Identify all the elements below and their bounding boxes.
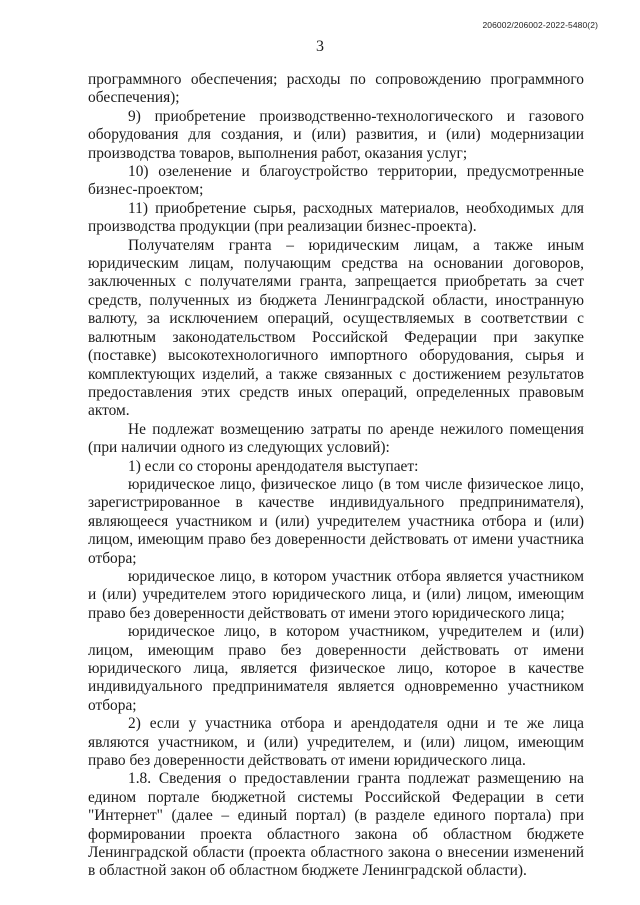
paragraph-10: юридическое лицо, в котором участником, учредителем и (или) лицом, имеющим право без доверенности действовать от имени юридического лица, является физическое лицо, которое в качестве индивидуального предпринимателя является одновременно участником отбора; (88, 623, 584, 714)
paragraph-11: 2) если у участника отбора и арендодателя одни и те же лица являются участником, и (или) учредителем, и (или) лицом, имеющим право без доверенности действовать от имени юридического лица. (88, 715, 584, 770)
paragraph-7: 1) если со стороны арендодателя выступает: (128, 457, 419, 475)
paragraph-9: юридическое лицо, в котором участник отбора является участником и (или) учредителем этого юридического лица, и (или) лицом, имеющим право без доверенности действовать от имени этого юридического лица; (88, 567, 584, 622)
paragraph-12: 1.8. Сведения о предоставлении гранта подлежат размещению на едином портале бюджетной системы Российской Федерации в сети "Интернет" (далее – единый портал) (в разделе единого портала) при формировании проекта областного закона об областном бюджете Ленинградской области (проекта областного закона о внесении изменений в областной закон об областном бюджете Ленинградской области). (88, 770, 584, 880)
paragraph-3: 10) озеленение и благоустройство территории, предусмотренные бизнес-проектом; (88, 163, 584, 199)
paragraph-4: 11) приобретение сырья, расходных материалов, необходимых для производства продукции (при реализации бизнес-проекта). (88, 199, 584, 236)
paragraph-5: Получателям гранта – юридическим лицам, а также иным юридическим лицам, получающим средства на основании договоров, заключенных с получателями гранта, запрещается приобретать за счет средств, полученных из бюджета Ленинградской области, иностранную валюту, за исключением операций, осуществляемых в соответствии с валютным законодательством Российской Федерации при закупке (поставке) высокотехнологичного импортного оборудования, сырья и комплектующих изделий, а также связанных с достижением результатов предоставления этих средств иных операций, определенных правовым актом. (88, 236, 584, 420)
paragraph-1: программного обеспечения; расходы по сопровождению программного обеспечения); (88, 71, 584, 107)
page-number: 3 (316, 38, 324, 55)
paragraph-2: 9) приобретение производственно-технологического и газового оборудования для создания, и (или) развития, и (или) модернизации производства товаров, выполнения работ, оказания услуг; (88, 107, 584, 162)
document-id: 206002/206002-2022-5480(2) (482, 20, 598, 30)
paragraph-6: Не подлежат возмещению затраты по аренде нежилого помещения (при наличии одного из следующих условий): (88, 420, 584, 457)
document-body (88, 71, 584, 881)
paragraph-8: юридическое лицо, физическое лицо (в том числе физическое лицо, зарегистрированное в качестве индивидуального предпринимателя), являющееся участником и (или) учредителем участника отбора и (или) лицом, имеющим право без доверенности действовать от имени участника отбора; (88, 475, 584, 567)
